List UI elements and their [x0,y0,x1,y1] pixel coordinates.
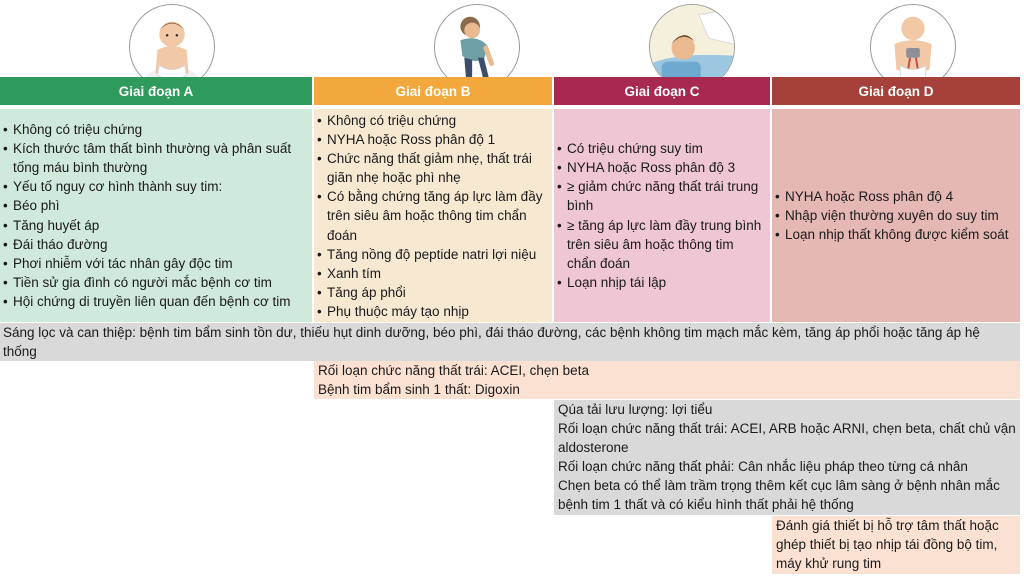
list-item: • Đái tháo đường [3,235,308,254]
list-item: • Yếu tố nguy cơ hình thành suy tim: [3,177,308,196]
list-item: • Phơi nhiễm với tác nhân gây độc tim [3,254,308,273]
treatment-line: Đánh giá thiết bị hỗ trợ tâm thất hoặc ghép thiết bị tạo nhịp tái đồng bộ tim, máy khử rung tim [776,518,999,572]
list-item: • Có triệu chứng suy tim [557,139,766,158]
list-item: • NYHA hoặc Ross phân độ 1 [317,130,548,149]
list-item: • Chức năng thất giảm nhẹ, thất trái giãn nhẹ hoặc phì nhẹ [317,149,548,187]
list-item: • Tăng áp phổi [317,283,548,302]
list-item: • Tăng huyết áp [3,216,308,235]
stage-d-label: Giai đoạn D [858,83,934,99]
treatment-all-stages [0,323,1020,361]
list-item: • Không có triệu chứng [3,120,308,139]
list-item: • Hội chứng di truyền liên quan đến bệnh cơ tim [3,292,308,311]
list-item: • Loạn nhịp tái lập [557,273,766,292]
list-item: • Xanh tím [317,264,548,283]
treatment-line: Chẹn beta có thể làm trầm trọng thêm kết cục lâm sàng ở bệnh nhân mắc bệnh tim 1 thất và có kiểu hình thất phải hệ thống [558,478,1000,513]
treatment-all-stages-text: Sáng lọc và can thiệp: bệnh tim bẩm sinh tồn dư, thiếu hụt dinh dưỡng, béo phì, đái tháo đường, các bệnh không tim mạch mắc kèm, tăng áp phổi hoặc tăng áp hệ thống [3,325,980,360]
list-item: • ≥ giảm chức năng thất trái trung bình [557,177,766,215]
list-item: • Tăng nồng độ peptide natri lợi niệu [317,245,548,264]
list-item: • Tiền sử gia đình có người mắc bệnh cơ tim [3,273,308,292]
stage-d-header [772,77,1020,105]
stage-b-criteria [317,111,548,321]
stage-c-header [554,77,770,105]
stage-a-column [0,109,312,322]
list-item: • Kích thước tâm thất bình thường và phân suất tống máu bình thường [3,139,308,177]
stage-c-label: Giai đoạn C [624,83,700,99]
treatment-from-stage-b [314,361,1020,399]
treatment-from-stage-d [772,516,1020,574]
treatment-line: Rối loạn chức năng thất phải: Cân nhắc liệu pháp theo từng cá nhân [558,459,968,475]
stage-d-column [772,109,1020,322]
list-item: • Có bằng chứng tăng áp lực làm đầy trên siêu âm hoặc thông tim chẩn đoán [317,187,548,244]
treatment-line: Qúa tải lưu lượng: lợi tiểu [558,402,713,417]
treatment-line: Bệnh tim bẩm sinh 1 thất: Digoxin [318,382,520,398]
list-item: • ≥ tăng áp lực làm đầy trung bình trên siêu âm hoặc thông tim chẩn đoán [557,216,766,273]
list-item: • Loạn nhịp thất không được kiểm soát [775,225,1016,244]
treatment-from-stage-c [554,400,1020,515]
treatment-line: Rối loạn chức năng thất trái: ACEI, ARB hoặc ARNI, chẹn beta, chất chủ vận aldosterone [558,421,1016,456]
stage-b-label: Giai đoạn B [395,83,471,99]
stage-b-header [314,77,552,105]
stage-c-column [554,109,770,322]
stage-c-criteria [557,139,766,292]
stage-d-criteria [775,187,1016,244]
stage-b-column [314,109,552,322]
list-item: • Nhập viện thường xuyên do suy tim [775,206,1016,225]
stage-a-header [0,77,312,105]
list-item: • Béo phì [3,196,308,215]
stage-a-label: Giai đoạn A [118,83,194,99]
treatment-line: Rối loạn chức năng thất trái: ACEI, chẹn beta [318,363,589,378]
list-item: • NYHA hoặc Ross phân độ 3 [557,158,766,177]
list-item: • Phụ thuộc máy tạo nhịp [317,302,548,321]
list-item: • Không có triệu chứng [317,111,548,130]
stage-a-criteria [3,120,308,311]
list-item: • NYHA hoặc Ross phân độ 4 [775,187,1016,206]
